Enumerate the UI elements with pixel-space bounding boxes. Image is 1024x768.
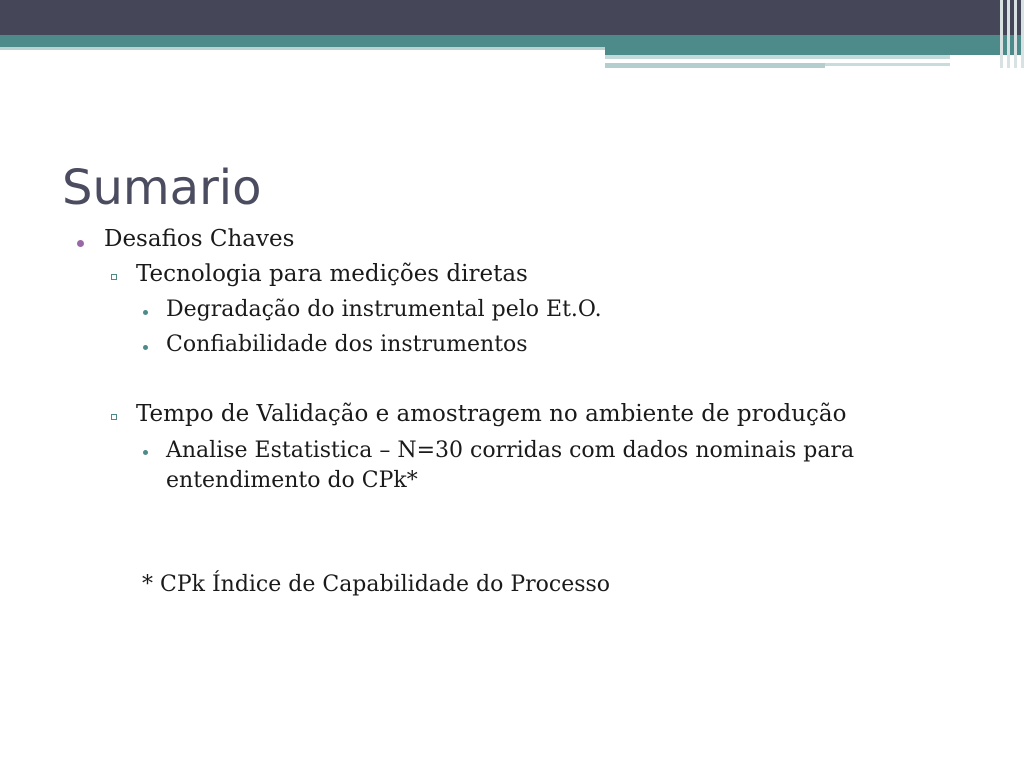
bullet-item-level3: Confiabilidade dos instrumentos (166, 332, 528, 357)
header-line-right-2 (605, 63, 825, 68)
stripe (1007, 0, 1010, 68)
header-band-dark (0, 0, 1024, 35)
header-band-light (0, 47, 605, 50)
bullet-item-level3: Degradação do instrumental pelo Et.O. (166, 297, 602, 322)
stripe (1000, 0, 1003, 68)
bullet-item-level2: Tempo de Validação e amostragem no ambiente de produção (136, 401, 847, 427)
stripe (1014, 0, 1017, 68)
bullet-item-level2: Tecnologia para medições diretas (136, 261, 528, 287)
header-band-right (605, 47, 1024, 55)
bullet-dot-small-icon (143, 450, 148, 455)
slide-title: Sumario (62, 160, 262, 216)
bullet-dot-icon (77, 240, 84, 247)
bullet-item-level3: Analise Estatistica – N=30 corridas com dados nominais para entendimento do CPk* (166, 438, 855, 493)
bullet-square-icon (111, 414, 117, 420)
footnote: * CPk Índice de Capabilidade do Processo (142, 572, 611, 597)
bullet-square-icon (111, 274, 117, 280)
bullet-item-level1: Desafios Chaves (104, 226, 295, 252)
bullet-dot-small-icon (143, 310, 148, 315)
header-band-teal (0, 35, 1024, 47)
header-line-right-3 (825, 63, 950, 66)
bullet-dot-small-icon (143, 345, 148, 350)
header-line-right-1 (605, 55, 950, 59)
header-vertical-stripes (994, 0, 1024, 68)
